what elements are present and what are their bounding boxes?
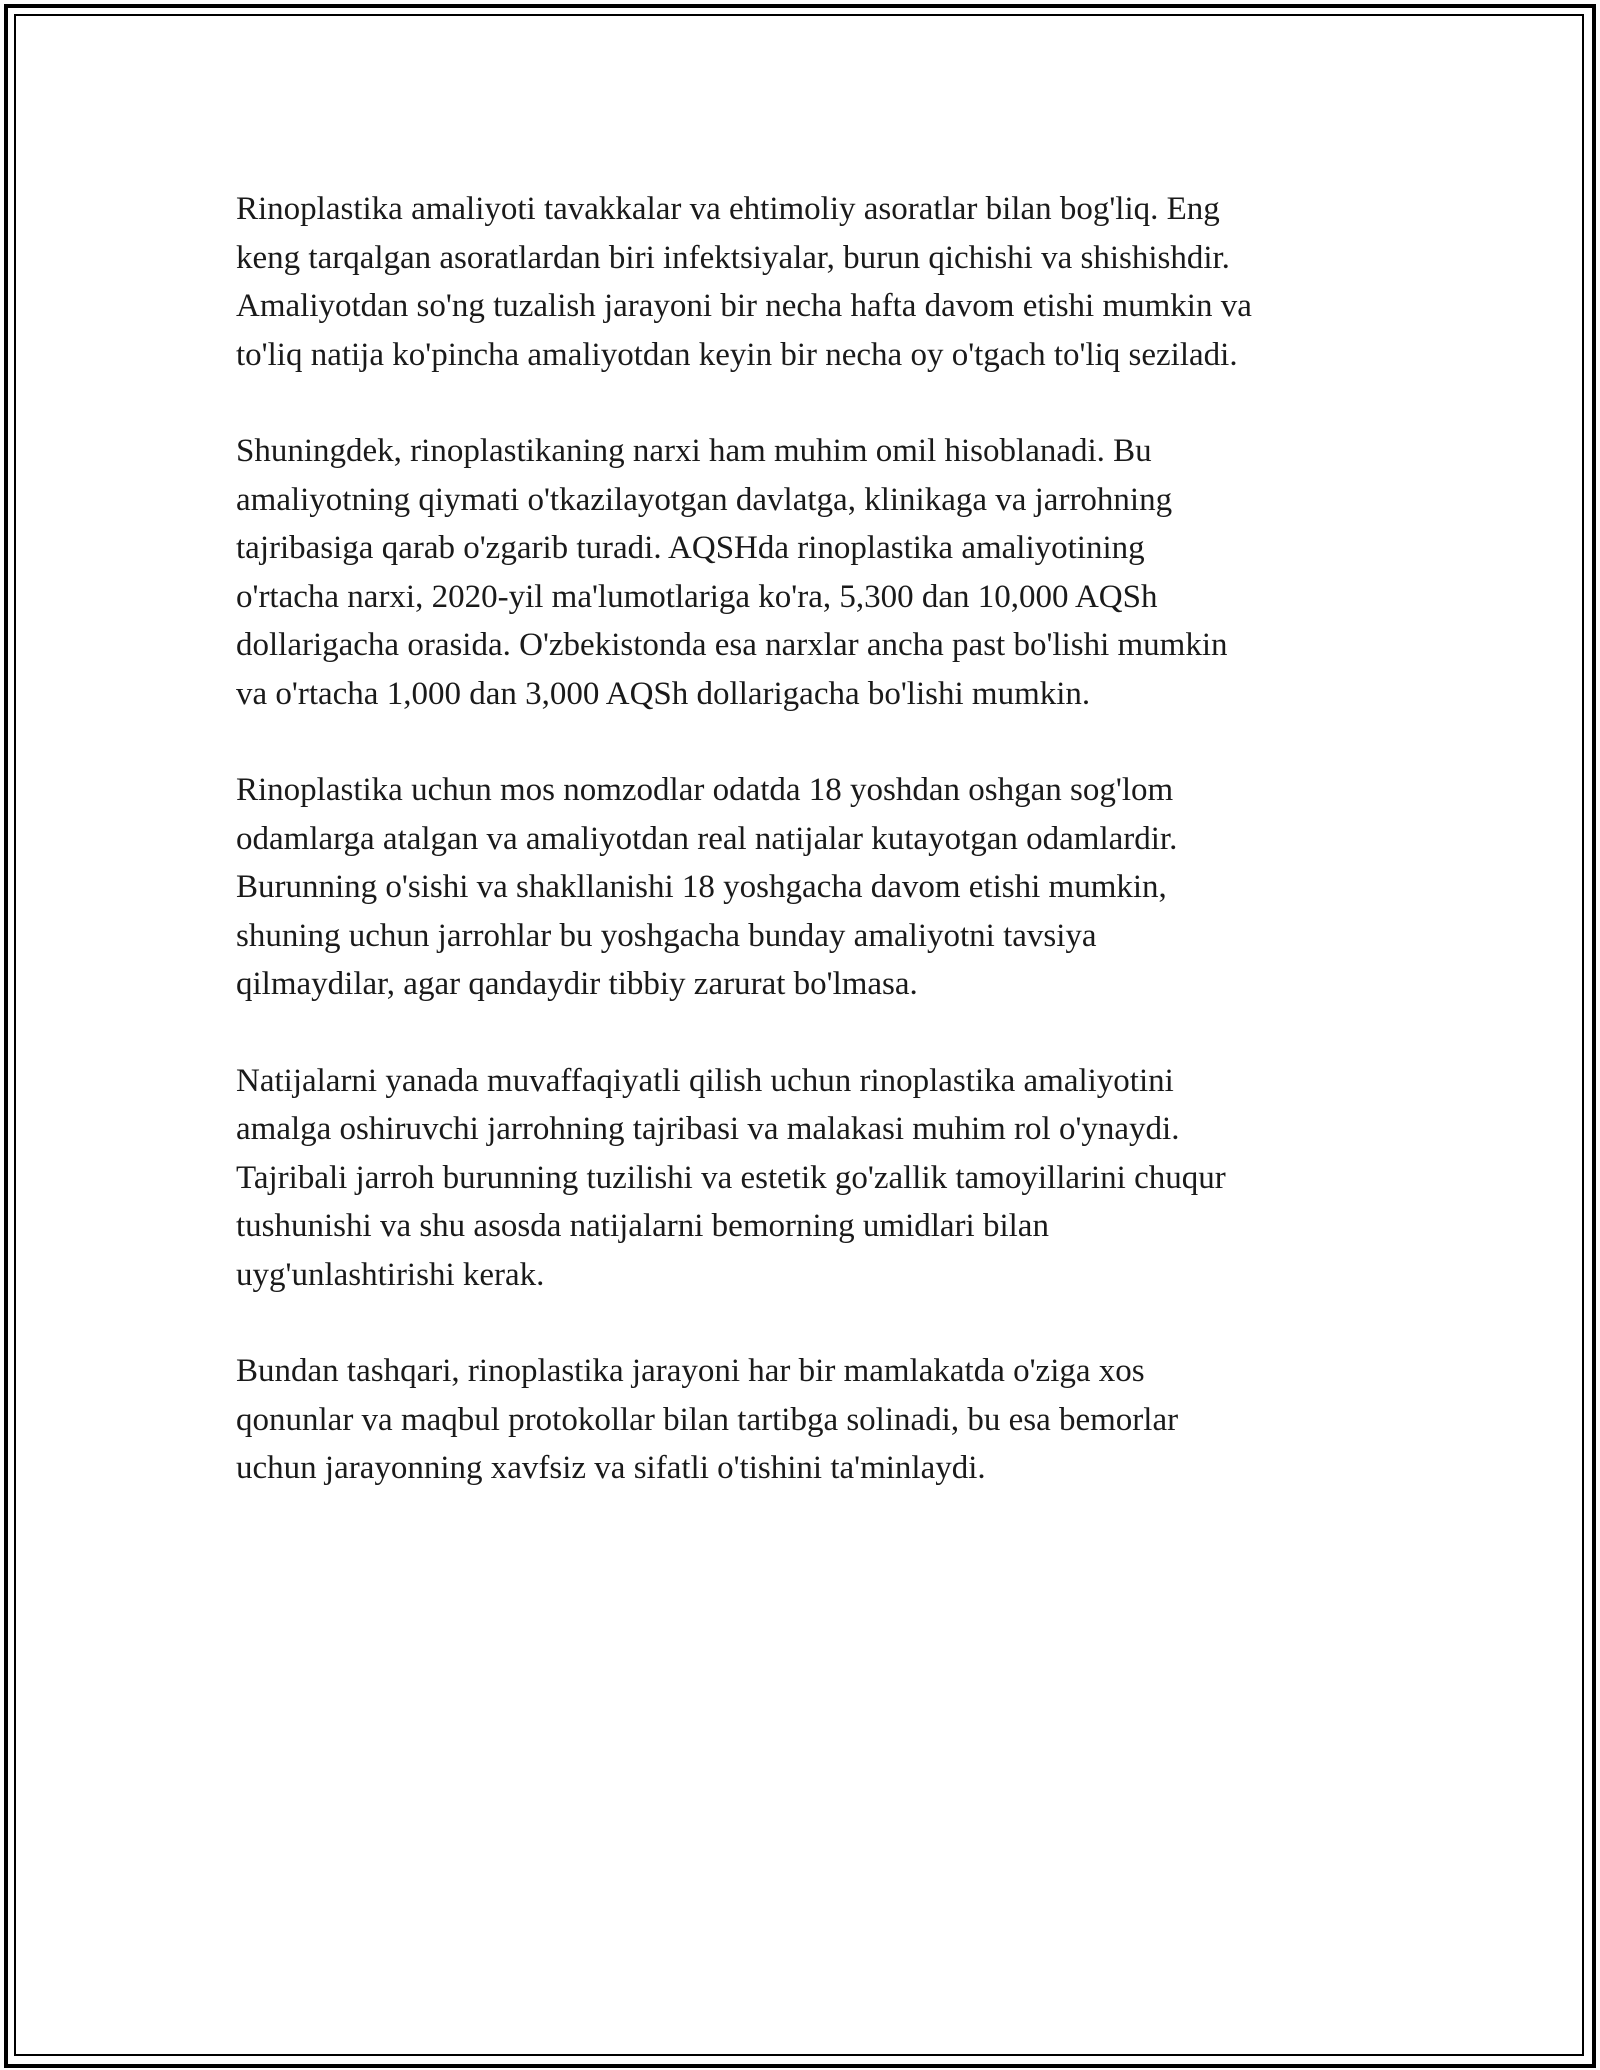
text-line: tushunishi va shu asosda natijalarni bemorning umidlari bilan — [236, 1208, 1049, 1244]
text-line: amaliyotning qiymati o'tkazilayotgan davlatga, klinikaga va jarrohning — [236, 481, 1173, 518]
text-line: Amaliyotdan so'ng tuzalish jarayoni bir necha hafta davom etishi mumkin va — [236, 288, 1252, 324]
text-line: Shuningdek, rinoplastikaning narxi ham muhim omil hisoblanadi. Bu — [236, 433, 1152, 469]
text-line: Natijalarni yanada muvaffaqiyatli qilish uchun rinoplastika amaliyotini — [236, 1062, 1174, 1099]
text-line: uchun jarayonning xavfsiz va sifatli o'tishini ta'minlaydi. — [236, 1450, 986, 1486]
text-line: amalga oshiruvchi jarrohning tajribasi va malakasi muhim rol o'ynaydi. — [236, 1111, 1180, 1147]
paragraph-surgeon-experience — [236, 1057, 1386, 1300]
text-line: to'liq natija ko'pincha amaliyotdan keyin bir necha oy o'tgach to'liq seziladi. — [236, 336, 1238, 373]
text-line: Burunning o'sishi va shakllanishi 18 yoshgacha davom etishi mumkin, — [236, 869, 1167, 905]
text-line: qonunlar va maqbul protokollar bilan tartibga solinadi, bu esa bemorlar — [236, 1401, 1179, 1438]
text-line: qilmaydilar, agar qandaydir tibbiy zarurat bo'lmasa. — [236, 966, 918, 1002]
paragraph-regulation — [236, 1347, 1386, 1493]
text-line: o'rtacha narxi, 2020-yil ma'lumotlariga ko'ra, 5,300 dan 10,000 AQSh — [236, 578, 1158, 615]
document-body — [236, 185, 1386, 1541]
text-line: odamlarga atalgan va amaliyotdan real natijalar kutayotgan odamlardir. — [236, 820, 1178, 857]
text-line: uyg'unlashtirishi kerak. — [236, 1256, 545, 1293]
text-line: va o'rtacha 1,000 dan 3,000 AQSh dollarigacha bo'lishi mumkin. — [236, 675, 1091, 712]
text-line: keng tarqalgan asoratlardan biri infektsiyalar, burun qichishi va shishishdir. — [236, 239, 1230, 276]
text-line: Bundan tashqari, rinoplastika jarayoni har bir mamlakatda o'ziga xos — [236, 1353, 1145, 1389]
text-line: shuning uchun jarrohlar bu yoshgacha bunday amaliyotni tavsiya — [236, 917, 1097, 954]
paragraph-cost — [236, 427, 1386, 718]
paragraph-candidates — [236, 766, 1386, 1009]
text-line: dollarigacha orasida. O'zbekistonda esa narxlar ancha past bo'lishi mumkin — [236, 627, 1228, 663]
paragraph-complications — [236, 185, 1386, 379]
text-line: Tajribali jarroh burunning tuzilishi va estetik go'zallik tamoyillarini chuqur — [236, 1159, 1226, 1196]
text-line: Rinoplastika amaliyoti tavakkalar va ehtimoliy asoratlar bilan bog'liq. Eng — [236, 191, 1220, 227]
text-line: Rinoplastika uchun mos nomzodlar odatda 18 yoshdan oshgan sog'lom — [236, 772, 1174, 808]
text-line: tajribasiga qarab o'zgarib turadi. AQSHda rinoplastika amaliyotining — [236, 530, 1145, 566]
